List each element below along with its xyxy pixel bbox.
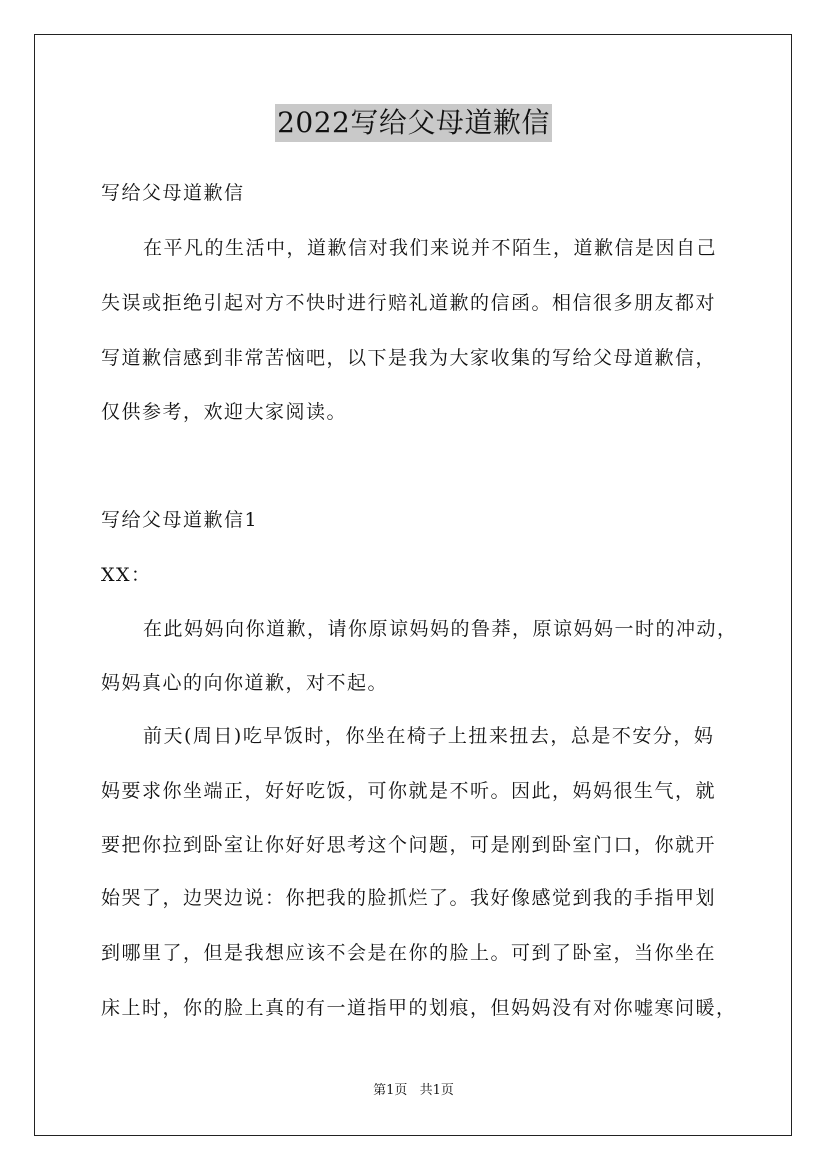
paragraph-line: 前天(周日)吃早饭时，你坐在椅子上扭来扭去，总是不安分，妈 bbox=[143, 725, 715, 747]
intro-line: 写道歉信感到非常苦恼吧，以下是我为大家收集的写给父母道歉信， bbox=[101, 347, 717, 369]
page-number-total: 共1页 bbox=[419, 1083, 454, 1098]
title-container bbox=[0, 104, 827, 142]
paragraph-line: 要把你拉到卧室让你好好思考这个问题，可是刚到卧室门口，你就开 bbox=[101, 834, 717, 856]
paragraph-line: 在此妈妈向你道歉，请你原谅妈妈的鲁莽，原谅妈妈一时的冲动， bbox=[143, 618, 738, 640]
intro-line: 在平凡的生活中，道歉信对我们来说并不陌生，道歉信是因自己 bbox=[143, 237, 718, 259]
intro-line: 失误或拒绝引起对方不快时进行赔礼道歉的信函。相信很多朋友都对 bbox=[101, 292, 717, 314]
page-footer bbox=[0, 1082, 827, 1100]
salutation: XX： bbox=[101, 564, 152, 586]
paragraph-line: 床上时，你的脸上真的有一道指甲的划痕，但妈妈没有对你嘘寒问暖， bbox=[101, 997, 737, 1019]
paragraph-line: 到哪里了，但是我想应该不会是在你的脸上。可到了卧室，当你坐在 bbox=[101, 942, 717, 964]
section-title: 写给父母道歉信1 bbox=[101, 509, 259, 531]
intro-line: 仅供参考，欢迎大家阅读。 bbox=[101, 401, 348, 423]
document-title: 2022写给父母道歉信 bbox=[275, 104, 552, 142]
paragraph-line: 妈要求你坐端正，好好吃饭，可你就是不听。因此，妈妈很生气，就 bbox=[101, 780, 717, 802]
paragraph-line: 妈妈真心的向你道歉，对不起。 bbox=[101, 672, 389, 694]
paragraph-line: 始哭了，边哭边说：你把我的脸抓烂了。我好像感觉到我的手指甲划 bbox=[101, 887, 717, 909]
document-heading: 写给父母道歉信 bbox=[101, 182, 245, 204]
page-number-current: 第1页 bbox=[373, 1083, 408, 1098]
